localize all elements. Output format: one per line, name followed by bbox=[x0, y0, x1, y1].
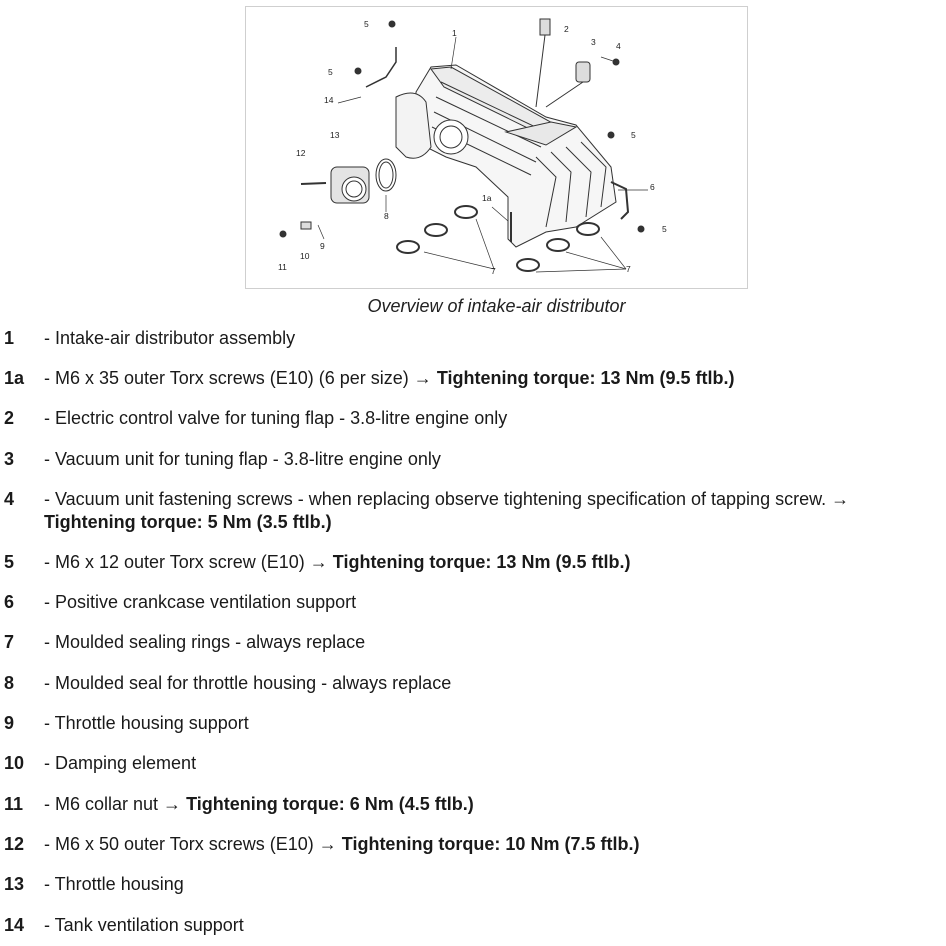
item-number: 11 bbox=[4, 794, 24, 814]
callout-label: 1 bbox=[452, 28, 457, 38]
item-description bbox=[44, 327, 944, 367]
item-description bbox=[44, 631, 944, 672]
item-description bbox=[44, 793, 944, 833]
legend-row bbox=[0, 712, 946, 752]
legend-row bbox=[0, 752, 946, 793]
manifold-flange bbox=[396, 93, 431, 158]
legend-row bbox=[0, 367, 946, 407]
callout-label: 5 bbox=[631, 130, 636, 140]
item-text: - Moulded sealing rings - always replace bbox=[44, 632, 366, 652]
item-number: 7 bbox=[4, 632, 15, 652]
item-text: - M6 x 50 outer Torx screws (E10) → bbox=[44, 834, 337, 854]
item-text: - Intake-air distributor assembly bbox=[44, 328, 296, 348]
item-description bbox=[44, 407, 944, 448]
item-text: - Positive crankcase ventilation support bbox=[44, 592, 357, 612]
item-number: 2 bbox=[4, 408, 15, 428]
callout-label: 7 bbox=[491, 266, 496, 276]
parts-legend bbox=[0, 327, 946, 944]
item-number: 6 bbox=[4, 592, 15, 612]
control-valve bbox=[540, 19, 550, 35]
legend-row bbox=[0, 631, 946, 672]
tank-ventilation-support bbox=[366, 47, 396, 87]
callout-label: 14 bbox=[324, 95, 334, 105]
item-description bbox=[44, 551, 944, 591]
item-number: 13 bbox=[4, 874, 25, 894]
item-number: 8 bbox=[4, 673, 15, 693]
legend-row bbox=[0, 488, 946, 551]
item-description bbox=[44, 672, 944, 712]
item-number: 1a bbox=[4, 368, 25, 388]
item-text: - Moulded seal for throttle housing - always replace bbox=[44, 673, 452, 693]
tightening-torque: Tightening torque: 13 Nm (9.5 ftlb.) bbox=[332, 552, 631, 572]
callout-label: 1a bbox=[482, 193, 492, 203]
item-text: - M6 x 35 outer Torx screws (E10) (6 per size) → bbox=[44, 368, 432, 388]
callout-label: 11 bbox=[278, 262, 287, 272]
callout-label: 12 bbox=[296, 148, 306, 158]
item-text: - Throttle housing support bbox=[44, 713, 249, 733]
callout-label: 8 bbox=[384, 211, 389, 221]
item-description bbox=[44, 488, 944, 551]
item-description bbox=[44, 914, 944, 944]
legend-row bbox=[0, 793, 946, 833]
exploded-diagram bbox=[245, 6, 748, 289]
callout-label: 10 bbox=[300, 251, 310, 261]
callout-label: 5 bbox=[662, 224, 667, 234]
legend-row bbox=[0, 327, 946, 367]
item-number: 10 bbox=[4, 753, 25, 773]
item-number: 5 bbox=[4, 552, 15, 572]
legend-row bbox=[0, 672, 946, 712]
callout-label: 5 bbox=[364, 19, 369, 29]
figure-caption: Overview of intake-air distributor bbox=[367, 296, 626, 316]
tightening-torque: Tightening torque: 6 Nm (4.5 ftlb.) bbox=[186, 794, 474, 814]
item-number: 9 bbox=[4, 713, 15, 733]
legend-row bbox=[0, 833, 946, 873]
manifold-body bbox=[416, 65, 616, 247]
item-number: 12 bbox=[4, 834, 25, 854]
item-text: - Vacuum unit for tuning flap - 3.8-litre engine only bbox=[44, 449, 441, 469]
item-description bbox=[44, 448, 944, 488]
callout-label: 13 bbox=[330, 130, 340, 140]
item-number: 14 bbox=[4, 915, 25, 935]
callout-label: 5 bbox=[328, 67, 333, 77]
tightening-torque: Tightening torque: 13 Nm (9.5 ftlb.) bbox=[436, 368, 735, 388]
vacuum-unit bbox=[576, 62, 590, 82]
intake-manifold-drawing bbox=[246, 7, 749, 290]
item-description bbox=[44, 591, 944, 631]
callout-label: 2 bbox=[564, 24, 569, 34]
item-description bbox=[44, 833, 944, 873]
item-description bbox=[44, 752, 944, 793]
item-description bbox=[44, 367, 944, 407]
flange-bore bbox=[434, 120, 468, 154]
item-text: - M6 x 12 outer Torx screw (E10) → bbox=[44, 552, 328, 572]
callout-label: 4 bbox=[616, 41, 621, 51]
item-description bbox=[44, 873, 944, 914]
item-text: - M6 collar nut → bbox=[44, 794, 182, 814]
legend-row bbox=[0, 873, 946, 914]
legend-row bbox=[0, 407, 946, 448]
legend-row bbox=[0, 551, 946, 591]
item-text: - Throttle housing bbox=[44, 874, 184, 894]
callout-label: 9 bbox=[320, 241, 325, 251]
item-text: - Damping element bbox=[44, 753, 197, 773]
callout-label: 6 bbox=[650, 182, 655, 192]
tightening-torque: Tightening torque: 10 Nm (7.5 ftlb.) bbox=[341, 834, 640, 854]
tightening-torque: Tightening torque: 5 Nm (3.5 ftlb.) bbox=[44, 512, 332, 532]
callout-label: 7 bbox=[626, 264, 631, 274]
item-number: 1 bbox=[4, 328, 15, 348]
callout-label: 3 bbox=[591, 37, 596, 47]
legend-row bbox=[0, 591, 946, 631]
item-description bbox=[44, 712, 944, 752]
item-text: - Vacuum unit fastening screws - when replacing observe tightening specification of tapping screw. → bbox=[44, 489, 850, 509]
item-number: 4 bbox=[4, 489, 15, 509]
item-number: 3 bbox=[4, 449, 15, 469]
legend-row bbox=[0, 914, 946, 944]
item-text: - Electric control valve for tuning flap - 3.8-litre engine only bbox=[44, 408, 508, 428]
item-text: - Tank ventilation support bbox=[44, 915, 244, 935]
legend-row bbox=[0, 448, 946, 488]
